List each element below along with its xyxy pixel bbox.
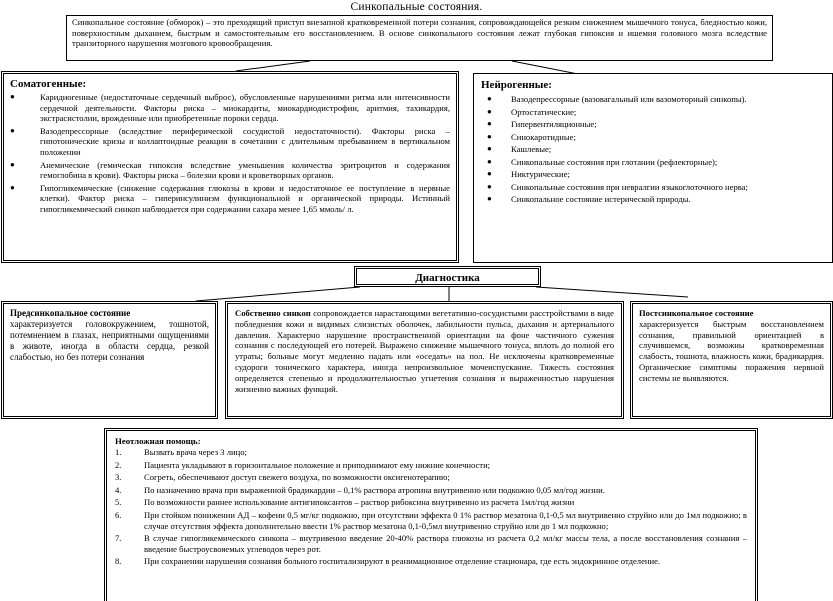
bullet-icon: ● [487, 119, 492, 128]
list-item: ● Никтурические; [487, 169, 570, 179]
list-item: 4. По назначению врача при выраженной брадикардии – 0,1% раствора атропина внутривенно или подкожно 0,05 мл/год жизни. [115, 484, 605, 495]
list-item: 7. В случае гипогликемического синкопа – внутривенно введение 20-40% раствора глюкозы из расчета 0,2 мл/кг массы тела, а после восстановления сознания – введение быстроусвояемых углеводов через рот. [115, 533, 747, 554]
neurogenic-list [481, 93, 825, 206]
neurogenic-heading: Нейрогенные: [481, 79, 552, 91]
bullet-icon: ● [487, 106, 492, 116]
postsyncope-box [630, 301, 833, 419]
connector-to-somatogenic [236, 61, 310, 71]
emergency-box [104, 428, 758, 601]
somatogenic-list [10, 92, 450, 215]
postsyncope-text: характеризуется быстрым восстановлением сознания, правильной ориентацией в случившемся, возможны кратковременная слабость, тошнота, влажность кожи, брадикардия. Органические симптомы поражения нервной системы не выявляются. [639, 318, 824, 383]
page-title: Синкопальные состояния. [350, 1, 483, 13]
bullet-icon: ● [487, 144, 492, 153]
syncope-heading: Собственно синкоп [235, 308, 311, 318]
bullet-icon: ● [10, 125, 15, 135]
bullet-icon: ● [487, 169, 492, 178]
connector-to-presyncope [196, 287, 360, 301]
bullet-icon: ● [487, 194, 492, 203]
list-item: 6. При стойком понижении АД – кофеин 0,5 мг/кг подкожно, при отсутствии эффекта 0 1% раствор мезатона 0,1-0,5 мл внутривенно струйно или до 1мл подкожно; в случае отсутствия эффекта дополнительно ввести 1% раствор мезатона 0,1-0,5мл внутривенно струйно или до 1 мл подкожно; [115, 509, 747, 531]
list-item: 2. Пациента укладывают в горизонтальное положение и приподнимают ему нижние конечности; [115, 459, 491, 470]
diagnostics-box: Диагностика [354, 266, 541, 287]
presyncope-heading: Предсинкопальное состояние [10, 308, 131, 318]
list-item: 1. Вызвать врача через 3 лицо; [115, 447, 247, 457]
bullet-icon: ● [487, 181, 492, 191]
list-item: ● Гипервентиляционные; [487, 119, 597, 129]
syncope-text: сопровождается нарастающими вегетативно-сосудистыми расстройствами в виде побледнения кожи и видимых слизистых оболочек, лабильности пульса, дыхания и артериального давления. Характерно нарушение пространственной ориентации на фоне частичного сужения сознания с последующей его потерей. Выражено снижение мышечного тонуса, вплоть до полной его утраты; больные могут медленно падать или «оседать» на пол. Не исключены кратковременные судороги тонического характера, иногда непроизвольное мочеиспускание. Тяжесть состояния определяется степенью и продолжительностью угнетения сознания и выраженностью нарушения жизненно важных функций. [235, 308, 614, 394]
list-item: ● Анемические (гемическая гипоксия вследствие уменьшения количества эритроцитов и содержания гемоглобина в крови). Факторы риска – болезни крови и кроветворных органов. [10, 159, 450, 181]
presyncope-text: характеризуется головокружением, тошнотой, потемнением в глазах, неприятными ощущениями в животе, иногда в области сердца, резкой слабостью, но без потери сознания [10, 319, 209, 362]
list-item: ● Вазодепрессорные (вазовагальный или вазомоторный синкопы). [487, 94, 747, 104]
list-item: 8. При сохранении нарушения сознания больного госпитализируют в реанимационное отделение стационара, где есть эндокринное отделение. [115, 556, 661, 567]
presyncope-box [1, 301, 218, 419]
postsyncope-heading: Постсинкопальное состояние [639, 308, 754, 318]
somatogenic-heading: Соматогенные: [10, 78, 87, 90]
list-item: ● Кашлевые; [487, 144, 552, 154]
list-item: ● Синкопальные состояния при глотании (рефлекторные); [487, 156, 718, 167]
list-item: ● Каридиогенные (недостаточные сердечный выброс), обусловленные нарушениями ритма или интенсивности сердечной деятельности. Факторы риска – миокардиты, миокардиодистрофии, аритмия, тахикардия, экстрасистолии, врожденные или приобретенные пороки сердца. [10, 92, 450, 124]
bullet-icon: ● [487, 131, 492, 141]
list-item: ● Синкопальные состояния при невралгии языкоглоточного нерва; [487, 181, 748, 192]
syncope-box [225, 301, 624, 419]
list-item: ● Синкопальное состояние истерической природы. [487, 194, 691, 204]
neurogenic-box [473, 73, 833, 263]
list-item: 5. По возможности раннее использование антигипоксантов – раствор рибоксина внутривенно из расчета 1мл/год жизни [115, 497, 575, 508]
list-item: ● Гипогликемические (снижение содержания глюкозы в крови и недостаточное ее поступление в нервные клетки). Фактор риска – гиперинсулинизм функциональной и органической природы. Истинный гипогликемический синкоп наблюдается при содержании сахара менее 1,65 ммоль/ л. [10, 182, 450, 214]
syncope-paragraph [235, 308, 614, 394]
bullet-icon: ● [10, 182, 15, 192]
list-item: ● Ортостатические; [487, 106, 577, 117]
somatogenic-box [1, 71, 459, 263]
definition-box: Синкопальное состояние (обморок) – это преходящий приступ внезапной кратковременной потери сознания, сопровождающейся резким снижением мышечного тонуса, бледностью кожи, поверхностным дыханием, быстрым и самостоятельным его восстановлением. В основе синкопального состояния лежат глубокая гипоксия и ишемия головного мозга вследствие транзиторного нарушения мозгового кровообращения. [66, 15, 773, 61]
list-item: ● Вазодепрессорные (вследствие периферической сосудистой недостаточности). Факторы риска – гипотонические кризы и коллаптоидные реакции в сочетании с длительным пребыванием в вертикальном положении [10, 125, 450, 157]
bullet-icon: ● [10, 159, 15, 169]
connector-to-postsyncope [536, 287, 688, 297]
emergency-list [115, 447, 747, 567]
bullet-icon: ● [487, 94, 492, 103]
list-item: ● Синокаротидные; [487, 131, 576, 142]
bullet-icon: ● [10, 92, 15, 101]
bullet-icon: ● [487, 156, 492, 166]
emergency-heading: Неотложная помощь: [115, 436, 201, 446]
list-item: 3. Согреть, обеспечивают доступ свежего воздуха, по возможности оксигенотерапию; [115, 472, 450, 483]
